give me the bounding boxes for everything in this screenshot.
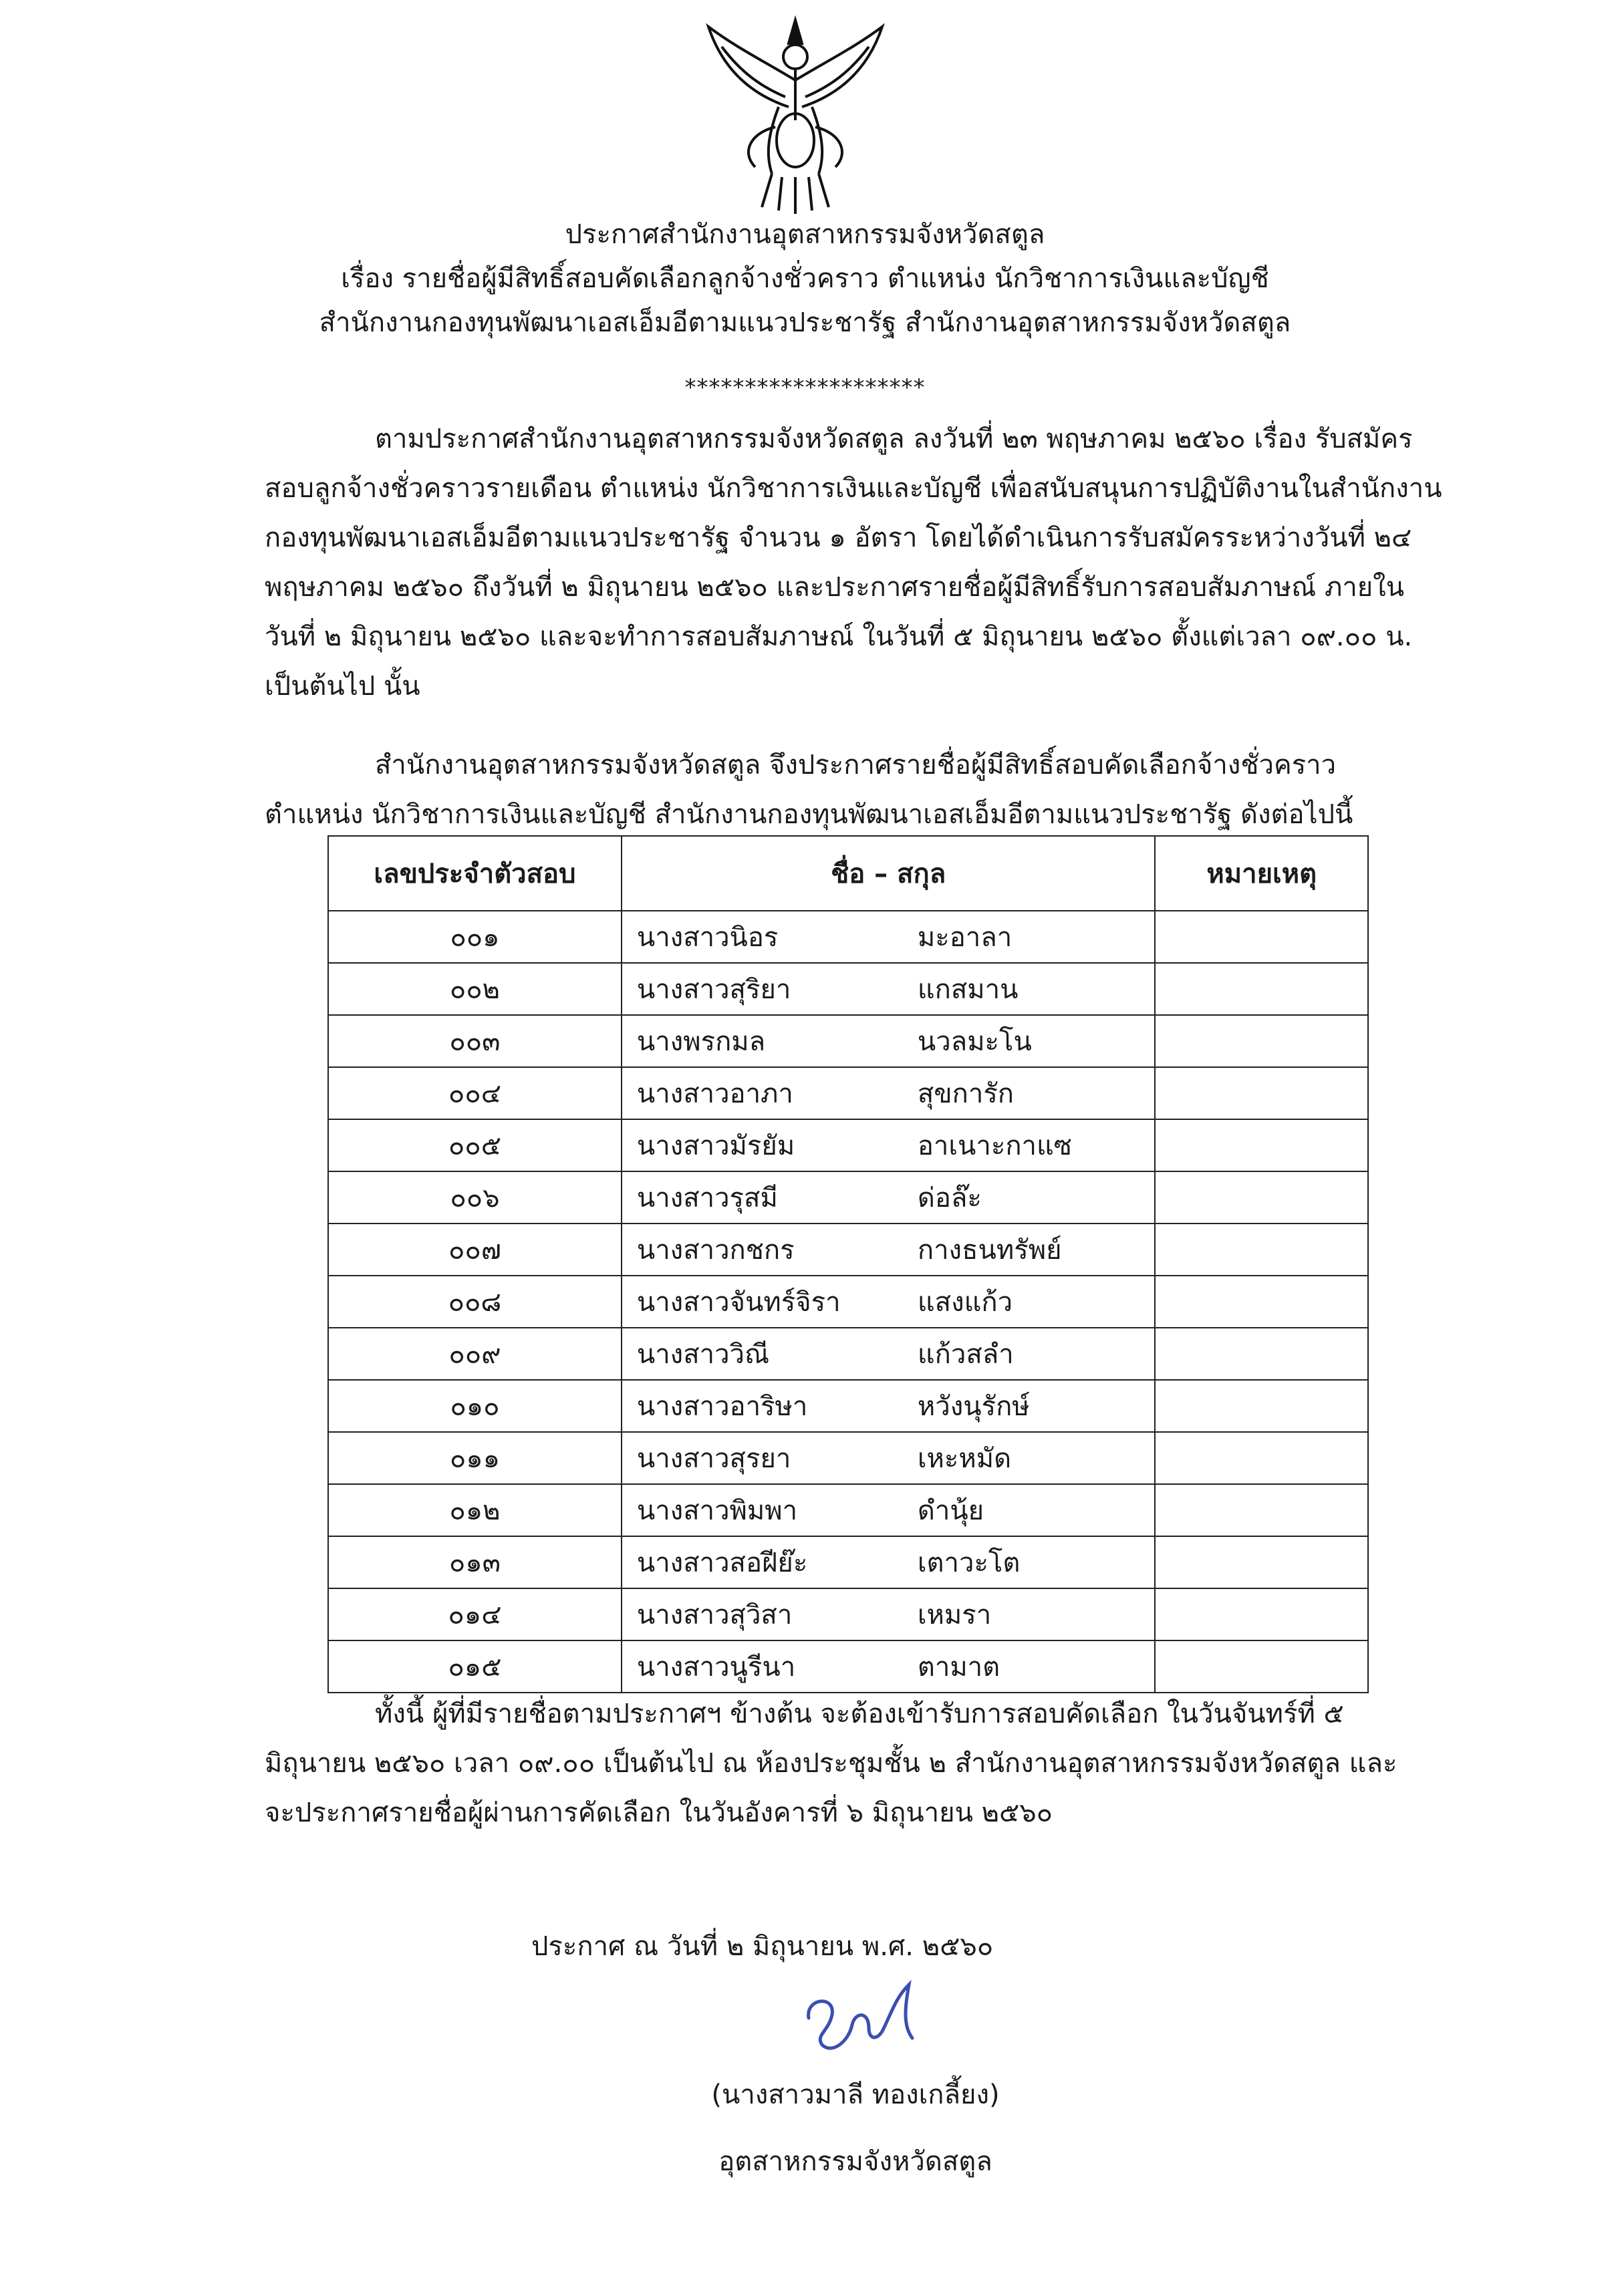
header-full-name: ชื่อ – สกุล (622, 836, 1156, 911)
announcement-date: ประกาศ ณ วันที่ ๒ มิถุนายน พ.ศ. ๒๕๖๐ (531, 1931, 994, 1962)
paragraph-announcement: สำนักงานอุตสาหกรรมจังหวัดสตูล จึงประกาศรายชื่อผู้มีสิทธิ์สอบคัดเลือกจ้างชั่วคราว ตำแหน่ง นักวิชาการเงินและบัญชี สำนักงานกองทุนพัฒนาเอสเอ็มอีตามแนวประชารัฐ ดังต่อไปนี้ (265, 750, 1353, 830)
remark-cell (1155, 1328, 1368, 1380)
first-name: นางสาวสุวิสา (636, 1600, 793, 1630)
announcement-office: สำนักงานกองทุนพัฒนาเอสเอ็มอีตามแนวประชารัฐ สำนักงานอุตสาหกรรมจังหวัดสตูล (319, 307, 1291, 338)
last-name: แกสมาน (917, 974, 1019, 1005)
last-name: ตามาต (917, 1652, 1000, 1683)
last-name: ดำนุ้ย (917, 1495, 984, 1526)
full-name-cell (622, 1276, 1156, 1328)
last-name: นวลมะโน (917, 1026, 1032, 1057)
full-name-cell (622, 1432, 1156, 1484)
remark-cell (1155, 911, 1368, 963)
exam-id-cell: ๐๐๗ (328, 1224, 622, 1276)
last-name: แก้วสลำ (917, 1339, 1014, 1370)
garuda-emblem-icon (695, 7, 896, 221)
header-divider: ******************** (684, 374, 926, 401)
table-row (328, 1640, 1368, 1693)
last-name: กางธนทรัพย์ (917, 1235, 1062, 1266)
remark-cell (1155, 1380, 1368, 1432)
remark-cell (1155, 1015, 1368, 1067)
remark-cell (1155, 1067, 1368, 1119)
announcement-title: ประกาศสำนักงานอุตสาหกรรมจังหวัดสตูล (565, 219, 1045, 250)
last-name: มะอาลา (917, 922, 1013, 953)
table-row (328, 1171, 1368, 1224)
remark-cell (1155, 1119, 1368, 1171)
first-name: นางสาวมัรยัม (636, 1131, 795, 1161)
remark-cell (1155, 1224, 1368, 1276)
table-row (328, 1484, 1368, 1536)
signer-block (695, 2061, 1016, 2195)
remark-cell (1155, 1484, 1368, 1536)
full-name-cell (622, 1588, 1156, 1640)
full-name-cell (622, 1015, 1156, 1067)
table-row (328, 1588, 1368, 1640)
full-name-cell (622, 1380, 1156, 1432)
full-name-cell (622, 963, 1156, 1015)
full-name-cell (622, 1536, 1156, 1588)
first-name: นางสาวนิอร (636, 922, 779, 953)
table-row (328, 1224, 1368, 1276)
first-name: นางสาวสุริยา (636, 974, 791, 1005)
last-name: อาเนาะกาแซ (917, 1131, 1072, 1161)
first-name: นางสาวสุรยา (636, 1443, 791, 1474)
signer-title: อุตสาหกรรมจังหวัดสตูล (718, 2146, 992, 2177)
table-row (328, 1119, 1368, 1171)
table-row (328, 1536, 1368, 1588)
table-row (328, 1380, 1368, 1432)
exam-id-cell: ๐๑๓ (328, 1536, 622, 1588)
exam-id-cell: ๐๐๑ (328, 911, 622, 963)
remark-cell (1155, 963, 1368, 1015)
header-remark: หมายเหตุ (1155, 836, 1368, 911)
paragraph-conditions: ทั้งนี้ ผู้ที่มีรายชื่อตามประกาศฯ ข้างต้น จะต้องเข้ารับการสอบคัดเลือก ในวันจันทร์ที่ ๕ มิถุนายน ๒๕๖๐ เวลา ๐๙.๐๐ เป็นต้นไป ณ ห้องประชุมชั้น ๒ สำนักงานอุตสาหกรรมจังหวัดสตูล และ จะประกาศรายชื่อผู้ผ่านการคัดเลือก ในวันอังคารที่ ๖ มิถุนายน ๒๕๖๐ (265, 1699, 1397, 1828)
announcement-subject: เรื่อง รายชื่อผู้มีสิทธิ์สอบคัดเลือกลูกจ้างชั่วคราว ตำแหน่ง นักวิชาการเงินและบัญชี (341, 263, 1269, 294)
last-name: ด่อล๊ะ (917, 1183, 982, 1213)
last-name: เตาวะโต (917, 1548, 1021, 1578)
last-name: แสงแก้ว (917, 1287, 1013, 1318)
remark-cell (1155, 1536, 1368, 1588)
exam-id-cell: ๐๑๕ (328, 1640, 622, 1693)
table-header-row (328, 836, 1368, 911)
full-name-cell (622, 1067, 1156, 1119)
first-name: นางสาวอาริษา (636, 1391, 808, 1422)
last-name: เหมรา (917, 1600, 992, 1630)
exam-id-cell: ๐๑๒ (328, 1484, 622, 1536)
full-name-cell (622, 1328, 1156, 1380)
paragraph-background: ตามประกาศสำนักงานอุตสาหกรรมจังหวัดสตูล ลงวันที่ ๒๓ พฤษภาคม ๒๕๖๐ เรื่อง รับสมัคร สอบลูกจ้างชั่วคราวรายเดือน ตำแหน่ง นักวิชาการเงินและบัญชี เพื่อสนับสนุนการปฏิบัติงานในสำนักงาน กองทุนพัฒนาเอสเอ็มอีตามแนวประชารัฐ จำนวน ๑ อัตรา โดยได้ดำเนินการรับสมัครระหว่างวันที่ ๒๔ พฤษภาคม ๒๕๖๐ ถึงวันที่ ๒ มิถุนายน ๒๕๖๐ และประกาศรายชื่อผู้มีสิทธิ์รับการสอบสัมภาษณ์ ภายใน วันที่ ๒ มิถุนายน ๒๕๖๐ และจะทำการสอบสัมภาษณ์ ในวันที่ ๕ มิถุนายน ๒๕๖๐ ตั้งแต่เวลา ๐๙.๐๐ น. เป็นต้นไป นั้น (265, 424, 1442, 702)
last-name: เหะหมัด (917, 1443, 1012, 1474)
announcement-header (0, 212, 1610, 345)
remark-cell (1155, 1432, 1368, 1484)
exam-id-cell: ๐๑๐ (328, 1380, 622, 1432)
exam-id-cell: ๐๐๔ (328, 1067, 622, 1119)
table-row (328, 963, 1368, 1015)
full-name-cell (622, 1119, 1156, 1171)
exam-id-cell: ๐๑๑ (328, 1432, 622, 1484)
last-name: หวังนุรักษ์ (917, 1391, 1030, 1422)
table-row (328, 911, 1368, 963)
remark-cell (1155, 1276, 1368, 1328)
exam-id-cell: ๐๑๔ (328, 1588, 622, 1640)
handwritten-signature (795, 1971, 949, 2058)
first-name: นางสาวนูรีนา (636, 1652, 796, 1683)
first-name: นางสาววิณี (636, 1339, 770, 1370)
candidate-table (327, 835, 1369, 1693)
first-name: นางพรกมล (636, 1026, 766, 1057)
exam-id-cell: ๐๐๕ (328, 1119, 622, 1171)
full-name-cell (622, 1171, 1156, 1224)
full-name-cell (622, 1640, 1156, 1693)
table-row (328, 1432, 1368, 1484)
header-exam-id: เลขประจำตัวสอบ (328, 836, 622, 911)
exam-id-cell: ๐๐๘ (328, 1276, 622, 1328)
signer-name: (นางสาวมาลี ทองเกลี้ยง) (711, 2079, 1000, 2110)
table-row (328, 1067, 1368, 1119)
table-row (328, 1328, 1368, 1380)
first-name: นางสาวอาภา (636, 1079, 793, 1109)
table-row (328, 1276, 1368, 1328)
first-name: นางสาวจันทร์จิรา (636, 1287, 841, 1318)
exam-id-cell: ๐๐๙ (328, 1328, 622, 1380)
full-name-cell (622, 1224, 1156, 1276)
last-name: สุขการัก (917, 1079, 1015, 1109)
remark-cell (1155, 1588, 1368, 1640)
exam-id-cell: ๐๐๓ (328, 1015, 622, 1067)
full-name-cell (622, 911, 1156, 963)
exam-id-cell: ๐๐๖ (328, 1171, 622, 1224)
first-name: นางสาวสอฝีย๊ะ (636, 1548, 808, 1578)
first-name: นางสาวรุสมี (636, 1183, 778, 1213)
first-name: นางสาวพิมพา (636, 1495, 798, 1526)
remark-cell (1155, 1640, 1368, 1693)
exam-id-cell: ๐๐๒ (328, 963, 622, 1015)
first-name: นางสาวกชกร (636, 1235, 795, 1266)
full-name-cell (622, 1484, 1156, 1536)
remark-cell (1155, 1171, 1368, 1224)
table-row (328, 1015, 1368, 1067)
